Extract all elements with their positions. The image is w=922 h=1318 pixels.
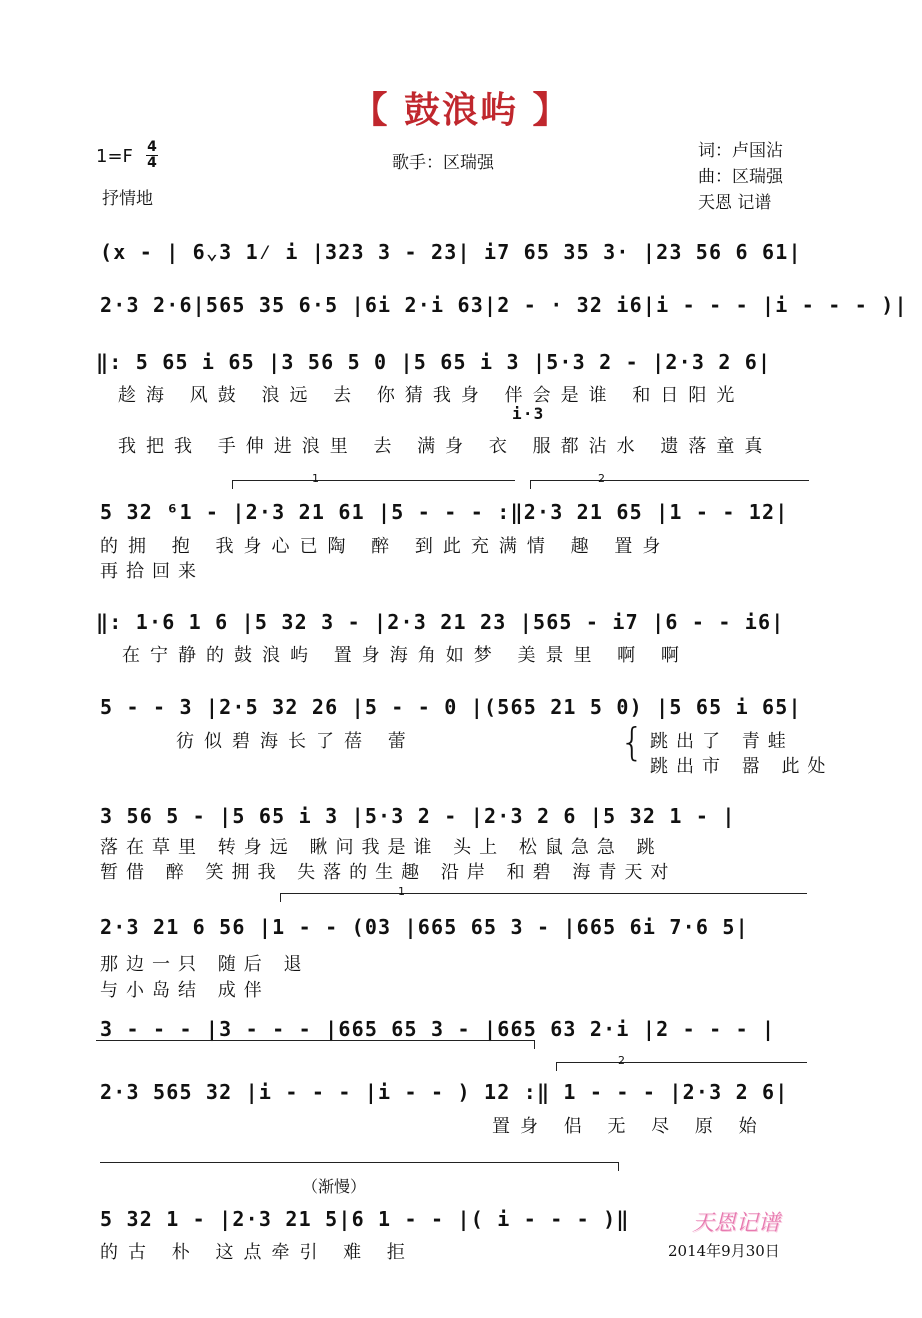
volta-bracket-2 bbox=[530, 480, 809, 489]
lyrics-line: 跳出了 青蛙 bbox=[650, 731, 794, 752]
notation-row: 2·3 2·6|565 35 6·5 |6i 2·i 63|2 - · 32 i6|i - - - |i - - - )| bbox=[100, 293, 908, 317]
transcription-date: 2014年9月30日 bbox=[668, 1242, 780, 1260]
notation-row: ‖: 1·6 1 6 |5 32 3 - |2·3 21 23 |565 - i7 |6 - - i6| bbox=[96, 610, 785, 634]
notation-row: 3 - - - |3 - - - |665 65 3 - |665 63 2·i |2 - - - | bbox=[100, 1017, 776, 1041]
lyrics-line: 再拾回来 bbox=[100, 561, 204, 582]
lyrics-line: 置身 侣 无 尽 原 始 bbox=[492, 1116, 767, 1137]
alt-notes: i·3 bbox=[512, 404, 545, 423]
lyrics-line: 那边一只 随后 退 bbox=[100, 954, 310, 975]
notation-row: (x - | 6⌄3 1⁄ i |323 3 - 23| i7 65 35 3· |23 56 6 61| bbox=[100, 240, 802, 264]
lyrics-line: 与小岛结 成伴 bbox=[100, 980, 270, 1001]
lyrics-line: 落在草里 转身远 瞅问我是谁 头上 松鼠急急 跳 bbox=[100, 837, 663, 858]
notation-row: 5 32 ⁶1 - |2·3 21 61 |5 - - - :‖2·3 21 65 |1 - - 12| bbox=[100, 500, 789, 524]
lyrics-line: 跳出市 嚣 此处 bbox=[650, 756, 834, 777]
key-signature: 1=F bbox=[96, 146, 133, 167]
singer: 歌手：区瑞强 bbox=[392, 153, 494, 173]
lyrics-line: 在宁静的鼓浪屿 置身海角如梦 美景里 啊 啊 bbox=[122, 645, 689, 666]
volta-number: 1 bbox=[312, 472, 319, 485]
song-title: 【 鼓浪屿 】 bbox=[351, 89, 571, 131]
volta-bracket-1 bbox=[232, 480, 515, 489]
brace: { bbox=[620, 720, 645, 764]
lyrics-line: 趁海 风鼓 浪远 去 你猜我身 伴会是谁 和日阳光 bbox=[118, 385, 745, 406]
volta-number: 2 bbox=[618, 1054, 625, 1067]
composer: 曲：区瑞强 bbox=[698, 167, 783, 187]
volta-number: 2 bbox=[598, 472, 605, 485]
volta-bracket-1-continued bbox=[96, 1040, 535, 1049]
lyrics-line: 的古 朴 这点牵引 难 拒 bbox=[100, 1242, 415, 1263]
lyrics-line: 的拥 抱 我身心已陶 醉 到此充满情 趣 置身 bbox=[100, 536, 671, 557]
volta-bracket-2-continued bbox=[100, 1162, 619, 1171]
lyrics-line: 彷似碧海长了蓓 蕾 bbox=[176, 731, 416, 752]
notation-row: 2·3 21 6 56 |1 - - (03 |665 65 3 - |665 6i 7·6 5| bbox=[100, 915, 749, 939]
volta-bracket-1 bbox=[280, 893, 807, 902]
notation-row: 5 - - 3 |2·5 32 26 |5 - - 0 |(565 21 5 0) |5 65 i 65| bbox=[100, 695, 802, 719]
time-signature-bottom: 4 bbox=[147, 155, 157, 171]
transcriber: 天恩 记谱 bbox=[698, 193, 772, 213]
time-signature bbox=[146, 141, 158, 170]
time-signature-top: 4 bbox=[147, 139, 157, 155]
notation-row: 3 56 5 - |5 65 i 3 |5·3 2 - |2·3 2 6 |5 32 1 - | bbox=[100, 804, 736, 828]
tempo-mark: 抒情地 bbox=[102, 189, 153, 209]
volta-bracket-2 bbox=[556, 1062, 807, 1071]
watermark-stamp: 天恩记谱 bbox=[692, 1211, 781, 1236]
lyricist: 词：卢国沾 bbox=[698, 141, 783, 161]
notation-row: ‖: 5 65 i 65 |3 56 5 0 |5 65 i 3 |5·3 2 - |2·3 2 6| bbox=[96, 350, 772, 374]
lyrics-line: 我把我 手伸进浪里 去 满身 衣 服都沾水 遗落童真 bbox=[118, 436, 773, 457]
lyrics-line: 暂借 醉 笑拥我 失落的生趣 沿岸 和碧 海青天对 bbox=[100, 862, 677, 883]
tempo-change: （渐慢） bbox=[302, 1177, 367, 1196]
volta-number: 1 bbox=[398, 885, 405, 898]
notation-row: 2·3 565 32 |i - - - |i - - ) 12 :‖ 1 - - - |2·3 2 6| bbox=[100, 1080, 789, 1104]
notation-row: 5 32 1 - |2·3 21 5|6 1 - - |( i - - - )‖ bbox=[100, 1207, 630, 1231]
